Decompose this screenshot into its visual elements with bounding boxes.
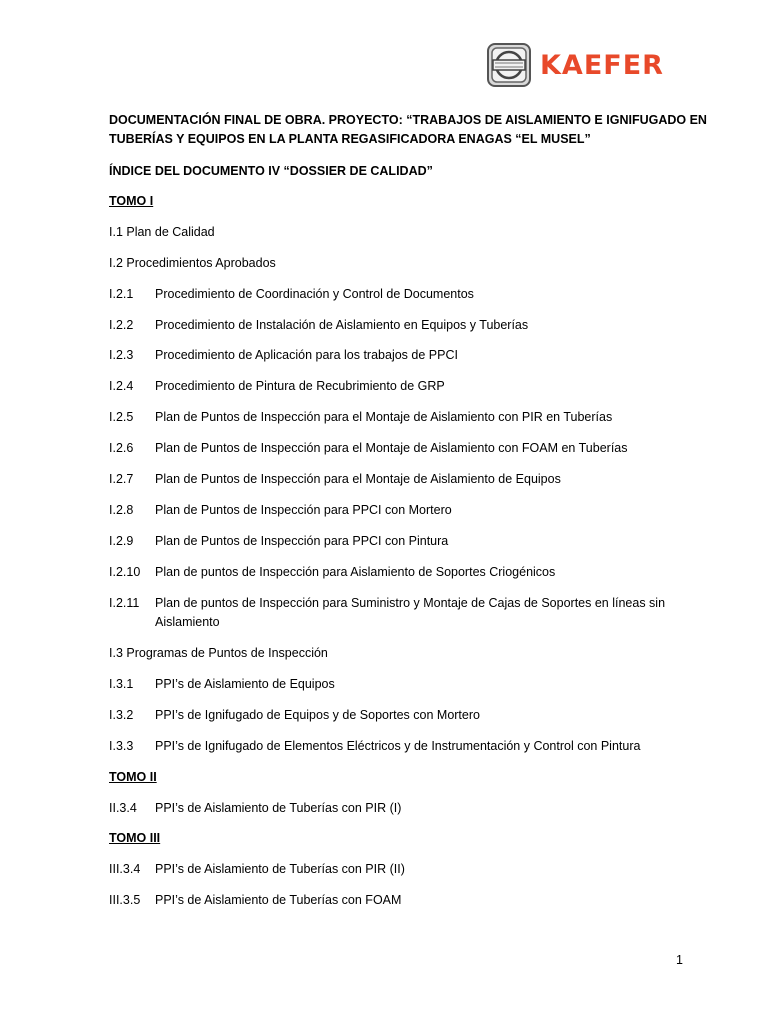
logo-text: KAEFER <box>540 49 664 81</box>
item-number: I.2.4 <box>109 379 134 393</box>
item-number: I.3.3 <box>109 739 134 753</box>
index-item <box>109 316 528 335</box>
doc-title-line1: DOCUMENTACIÓN FINAL DE OBRA. PROYECTO: “TRABAJOS DE AISLAMIENTO E IGNIFUGADO EN <box>109 113 707 127</box>
item-text: Plan de Puntos de Inspección para el Montaje de Aislamiento de Equipos <box>155 472 561 486</box>
index-item <box>109 860 405 879</box>
index-item <box>109 532 448 551</box>
item-number: III.3.4 <box>109 862 141 876</box>
item-number: I.2.7 <box>109 472 134 486</box>
item-text: Plan de Puntos de Inspección para PPCI con Pintura <box>155 534 449 548</box>
index-item <box>109 408 612 427</box>
kaefer-logo <box>486 42 664 88</box>
index-item <box>109 501 452 520</box>
item-text: PPI’s de Aislamiento de Tuberías con PIR (II) <box>155 862 405 876</box>
item-text: PPI’s de Ignifugado de Elementos Eléctricos y de Instrumentación y Control con Pintura <box>155 739 641 753</box>
tomo3-label: TOMO III <box>109 831 161 845</box>
item-number: I.2.1 <box>109 287 134 301</box>
index-item <box>109 285 474 304</box>
item-text: PPI’s de Aislamiento de Tuberías con FOAM <box>155 893 402 907</box>
page-number: 1 <box>676 953 683 967</box>
item-text-continued: Aislamiento <box>155 615 220 629</box>
index-heading: ÍNDICE DEL DOCUMENTO IV “DOSSIER DE CALIDAD” <box>109 164 433 178</box>
item-text: PPI’s de Aislamiento de Equipos <box>155 677 335 691</box>
index-item <box>109 470 561 489</box>
tomo2-label: TOMO II <box>109 770 157 784</box>
index-item <box>109 891 401 910</box>
item-text: Procedimiento de Pintura de Recubrimiento de GRP <box>155 379 445 393</box>
item-number: II.3.4 <box>109 801 137 815</box>
index-item <box>109 594 665 613</box>
index-item <box>109 377 445 396</box>
item-text: Plan de Puntos de Inspección para PPCI con Mortero <box>155 503 452 517</box>
section-i3: I.3 Programas de Puntos de Inspección <box>109 646 328 660</box>
item-number: I.2.5 <box>109 410 134 424</box>
item-number: I.2.11 <box>109 596 140 610</box>
item-text: PPI’s de Aislamiento de Tuberías con PIR (I) <box>155 801 402 815</box>
item-number: I.2.8 <box>109 503 134 517</box>
item-number: III.3.5 <box>109 893 141 907</box>
index-item <box>109 675 335 694</box>
section-i1: I.1 Plan de Calidad <box>109 225 215 239</box>
item-text: Procedimiento de Coordinación y Control de Documentos <box>155 287 474 301</box>
item-number: I.2.2 <box>109 318 134 332</box>
item-text: PPI’s de Ignifugado de Equipos y de Soportes con Mortero <box>155 708 480 722</box>
item-text: Procedimiento de Instalación de Aislamiento en Equipos y Tuberías <box>155 318 529 332</box>
item-number: I.2.3 <box>109 348 134 362</box>
tomo1-label: TOMO I <box>109 194 154 208</box>
doc-title-line2: TUBERÍAS Y EQUIPOS EN LA PLANTA REGASIFICADORA ENAGAS “EL MUSEL” <box>109 132 591 146</box>
index-item <box>109 346 458 365</box>
item-text: Procedimiento de Aplicación para los trabajos de PPCI <box>155 348 458 362</box>
index-item <box>109 439 628 458</box>
item-number: I.2.6 <box>109 441 134 455</box>
item-text: Plan de puntos de Inspección para Suministro y Montaje de Cajas de Soportes en líneas sin <box>155 596 666 610</box>
item-number: I.2.9 <box>109 534 134 548</box>
index-item <box>109 706 480 725</box>
item-number: I.3.1 <box>109 677 134 691</box>
section-i2: I.2 Procedimientos Aprobados <box>109 256 276 270</box>
index-item <box>109 563 555 582</box>
kaefer-emblem-icon <box>486 42 532 88</box>
item-number: I.3.2 <box>109 708 134 722</box>
index-item <box>109 737 640 756</box>
item-text: Plan de puntos de Inspección para Aislamiento de Soportes Criogénicos <box>155 565 556 579</box>
index-item <box>109 799 401 818</box>
item-number: I.2.10 <box>109 565 141 579</box>
item-text: Plan de Puntos de Inspección para el Montaje de Aislamiento con PIR en Tuberías <box>155 410 613 424</box>
item-text: Plan de Puntos de Inspección para el Montaje de Aislamiento con FOAM en Tuberías <box>155 441 628 455</box>
